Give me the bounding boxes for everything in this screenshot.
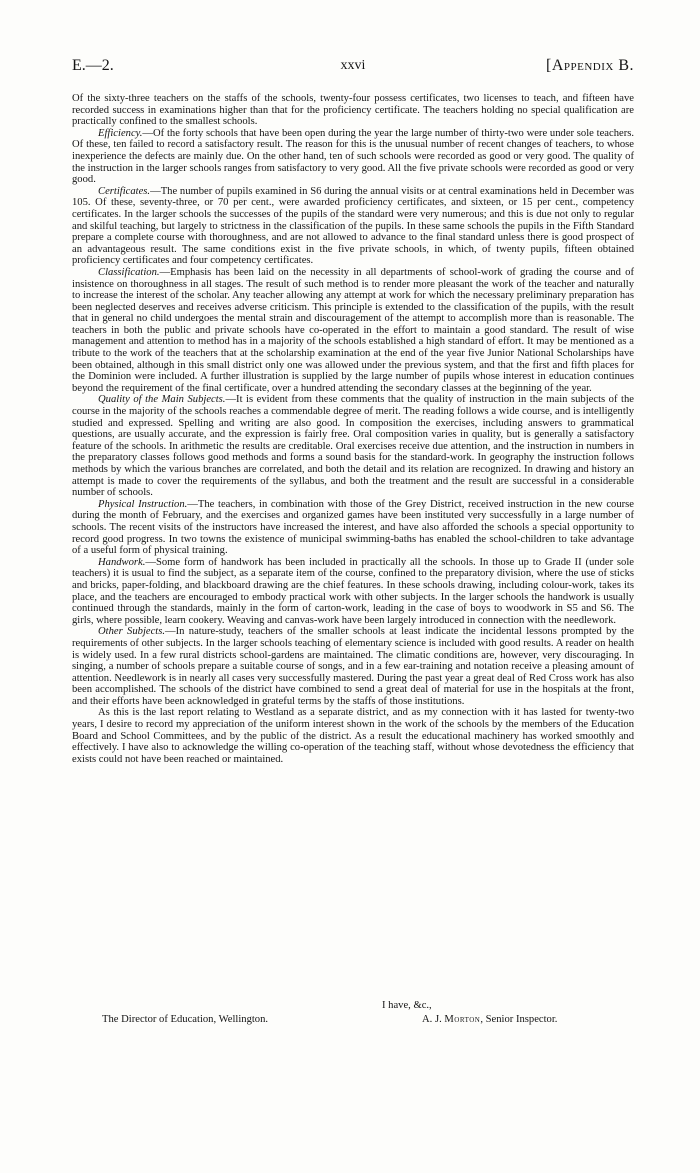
document-code: E.—2. bbox=[72, 57, 114, 74]
section-heading: Certificates. bbox=[98, 185, 151, 197]
paragraph-efficiency: Efficiency.—Of the forty schools that have been open during the year the large number of thirty-two were under sole teachers. Of these, ten failed to record a satisfactory result. The reason for this is the unusual number of recent changes of teachers, to whose inexperience the defects are mainly due. On the other hand, ten of such schools were recorded as good or very good. The quality of the instruction in the larger schools ranges from satisfactory to very good. All the five private schools were recorded as good or very good. bbox=[72, 127, 634, 186]
section-heading: Physical Instruction. bbox=[98, 498, 188, 510]
paragraph-final: As this is the last report relating to Westland as a separate district, and as my connection with it has lasted for twenty-two years, I desire to record my appreciation of the uniform interest shown in the work of the schools by the members of the Education Board and School Committees, and by the public of the district. As a result the educational machinery has worked smoothly and effectively. I have also to acknowledge the willing co-operation of the teaching staff, without whose devotedness the efficiency that exists could not have been reached or maintained. bbox=[72, 707, 634, 765]
paragraph-main-subjects: Quality of the Main Subjects.—It is evident from these comments that the quality of instruction in the main subjects of the course in the majority of the schools reaches a commendable degree of merit. The reading follows a wide course, and is intelligently studied and expressed. Spelling and writing are also good. In composition the exercises, including answers to grammatical questions, are usually accurate, and the expression is fairly free. Oral composition varies in quality, but is generally a satisfactory feature of the schools. In arithmetic the results are creditable. Oral exercises receive due attention, and the instruction in numbers in the preparatory classes follows good methods and forms a sound basis for the standard-work. In geography the instruction follows methods by which the various branches are correlated, and both the detail and its relation are recognized. In drawing and history an attempt is made to cover the requirements of the syllabus, and both the treatment and the result are successful in a considerable number of schools. bbox=[72, 394, 634, 499]
section-heading: Quality of the Main Subjects. bbox=[98, 394, 226, 406]
page-number: xxvi bbox=[340, 58, 366, 73]
closing-greeting: I have, &c., bbox=[382, 1000, 432, 1011]
section-heading: Classification. bbox=[98, 266, 160, 278]
signer-name: Morton bbox=[444, 1014, 481, 1025]
signature-line: A. J. Morton, Senior Inspector. bbox=[422, 1014, 558, 1025]
paragraph-certificates: Certificates.—The number of pupils examined in S6 during the annual visits or at central examinations held in December was 105. Of these, seventy-three, or 70 per cent., were awarded proficiency certificates, and sixteen, or 15 per cent., competency certificates. In the larger schools the successes of the pupils of the standard were very numerous; and this is due not only to regular and skilful teaching, but largely to strictness in the classification of the pupils. In these same schools the pupils in the Fifth Standard prepare a complete course with thoroughness, and are not allowed to advance to the final standard unless there is good prospect of an advantageous result. The same conditions exist in the five private schools, in which, of twenty pupils, fifteen obtained proficiency certificates and four competency certificates. bbox=[72, 185, 634, 267]
paragraph-physical-instruction: Physical Instruction.—The teachers, in combination with those of the Grey District, received instruction in the new course during the month of February, and the exercises and organized games have been instituted very successfully in a large number of schools. The recent visits of the instructors have increased the interest, and have also afforded the schools a special opportunity to record good progress. In two towns the existence of municipal swimming-baths has enabled the school-children to take advantage of a useful form of physical training. bbox=[72, 498, 634, 557]
paragraph-handwork: Handwork.—Some form of handwork has been included in practically all the schools. In those up to Grade II (under sole teachers) it is usual to find the subject, as a separate item of the course, confined to the preparatory division, where the use of sticks and bricks, paper-folding, and blackboard drawing are the chief features. In these schools drawing, including colour-work, takes its place, and the teachers are encouraged to embody practical work with other subjects. In the larger schools the handwork is usually continued through the standards, mainly in the form of carton-work, leading in the case of boys to woodwork in S5 and S6. The girls, where possible, learn cookery. Weaving and canvas-work have been largely introduced in connection with the needlework. bbox=[72, 556, 634, 626]
section-heading: Handwork. bbox=[98, 556, 146, 568]
paragraph-other-subjects: Other Subjects.—In nature-study, teachers of the smaller schools at least indicate the incidental lessons prompted by the requirements of other subjects. In the larger schools teaching of elementary science is included with good results. A reader on health is widely used. In a few rural districts school-gardens are maintained. The climatic conditions are, however, very discouraging. In singing, a number of schools prepare a suitable course of songs, and in a few ear-training and notation receive a pleasing amount of attention. Needlework is in nearly all cases very successfully mastered. During the past year a great deal of Red Cross work has also been accomplished. The schools of the district have combined to send a great deal of material for use in the hospitals at the front, and their efforts have been acknowledged in grateful terms by the staffs of those institutions. bbox=[72, 626, 634, 707]
section-heading: Other Subjects. bbox=[98, 626, 166, 638]
page-header bbox=[72, 56, 634, 76]
section-heading: Efficiency. bbox=[98, 127, 143, 139]
appendix-label: [Appendix B. bbox=[545, 57, 634, 74]
addressee: The Director of Education, Wellington. bbox=[102, 1014, 269, 1025]
paragraph-teachers: Of the sixty-three teachers on the staffs of the schools, twenty-four possess certificates, two licenses to teach, and fifteen have recorded success in examinations higher than that for the proficiency certificate. The teachers holding no special qualification are practically confined to the smallest schools. bbox=[72, 93, 634, 128]
report-body bbox=[72, 93, 634, 765]
paragraph-classification: Classification.—Emphasis has been laid on the necessity in all departments of school-work of grading the course and of insistence on thoroughness in all stages. The result of such method is to render more pleasant the work of the teacher and naturally to increase the interest of the scholar. Any teacher allowing any attempt at work for which the necessary preliminary preparation has been neglected deserves and receives adverse criticism. This principle is extended to the classification of the pupils, with the result that in general no child undergoes the mental strain and discouragement of the attempt to accomplish more than is reasonable. The teachers in both the public and private schools have co-operated in the effort to maintain a good standard. The result of wise management and attention to method has in a majority of the schools established a high standard of effort. It may be mentioned as a tribute to the work of the teachers that at the scholarship examination at the end of the year five Junior National Scholarships have been obtained, although in this small district only one was allowed under the previous system, and that the first and fifth places for the Dominion were included. A further illustration is supplied by the large number of pupils whose interest in education continues beyond the requirement of the final certificate, over a hundred attending the secondary classes at the beginning of the year. bbox=[72, 266, 634, 394]
